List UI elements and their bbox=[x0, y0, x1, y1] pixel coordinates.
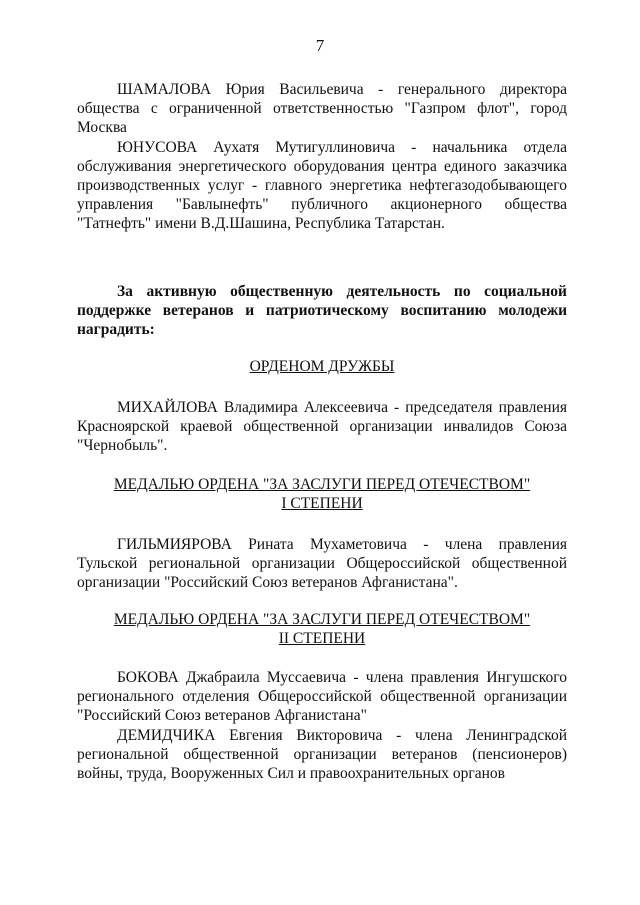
awardee-gilmiyarov: ГИЛЬМИЯРОВА Рината Мухаметовича - члена правления Тульской региональной организации Общероссийской общественной организации "Российский Союз ветеранов Афганистана". bbox=[77, 536, 567, 592]
awardee-mikhaylov: МИХАЙЛОВА Владимира Алексеевича - председателя правления Красноярской краевой общественной организации инвалидов Союза "Чернобыль". bbox=[77, 399, 567, 455]
order-friendship-title: ОРДЕНОМ ДРУЖБЫ bbox=[249, 358, 395, 375]
medal-second-degree-title-line2: II СТЕПЕНИ bbox=[278, 630, 366, 648]
medal-first-degree-awardees bbox=[77, 535, 567, 593]
medal-second-degree-heading bbox=[77, 610, 567, 648]
medal-first-degree-title-line2: I СТЕПЕНИ bbox=[281, 495, 363, 513]
awardee-list-continued bbox=[77, 80, 567, 234]
medal-first-degree-heading bbox=[77, 475, 567, 513]
medal-second-degree-title-line1: МЕДАЛЬЮ ОРДЕНА "ЗА ЗАСЛУГИ ПЕРЕД ОТЕЧЕСТВОМ" bbox=[113, 611, 531, 628]
awardee-demidchik: ДЕМИДЧИКА Евгения Викторовича - члена Ленинградской региональной общественной организации ветеранов (пенсионеров) войны, труда, Вооруженных Сил и правоохранительных органов bbox=[77, 726, 567, 783]
awardee-yunusov: ЮНУСОВА Аухатя Мутигуллиновича - начальника отдела обслуживания энергетического оборудования центра единого заказчика производственных услуг - главного энергетика нефтегазодобывающего управления "Бавлынефть" публичного акционерного общества "Татнефть" имени В.Д.Шашина, Республика Татарстан. bbox=[77, 138, 567, 233]
order-friendship-heading bbox=[77, 357, 567, 376]
awardee-shamalov: ШАМАЛОВА Юрия Васильевича - генерального директора общества с ограниченной ответственностью "Газпром флот", город Москва bbox=[77, 81, 567, 137]
page-number: 7 bbox=[315, 36, 325, 55]
order-friendship-awardees bbox=[77, 398, 567, 456]
awardee-bokov: БОКОВА Джабраила Муссаевича - члена правления Ингушского регионального отделения Общероссийской общественной организации "Российский Союз ветеранов Афганистана" bbox=[77, 669, 567, 725]
medal-first-degree-title-line1: МЕДАЛЬЮ ОРДЕНА "ЗА ЗАСЛУГИ ПЕРЕД ОТЕЧЕСТВОМ" bbox=[113, 476, 531, 493]
award-reason-heading: За активную общественную деятельность по социальной поддержке ветеранов и патриотическому воспитанию молодежи наградить: bbox=[77, 283, 567, 339]
medal-second-degree-awardees bbox=[77, 668, 567, 783]
